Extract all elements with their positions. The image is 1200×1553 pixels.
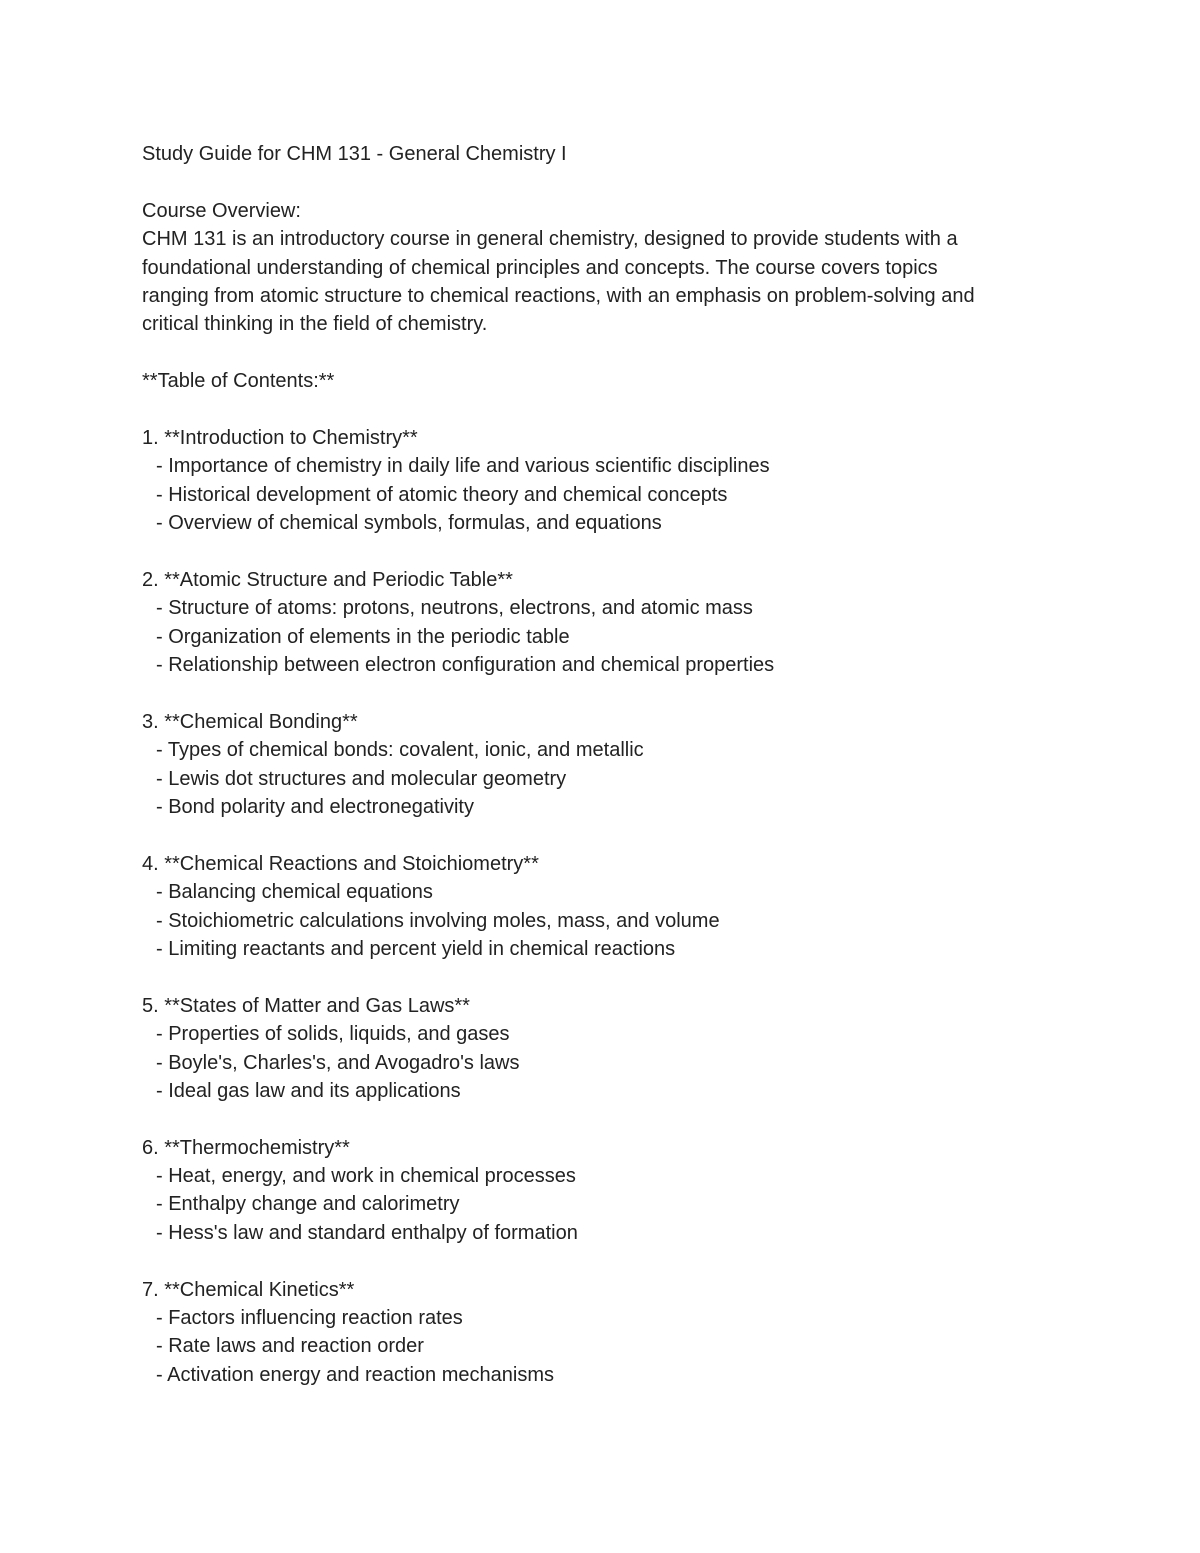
section-item: - Enthalpy change and calorimetry bbox=[156, 1193, 460, 1216]
section-item: - Relationship between electron configuration and chemical properties bbox=[156, 654, 775, 677]
section-item: - Heat, energy, and work in chemical processes bbox=[156, 1165, 576, 1188]
toc-section bbox=[142, 850, 1062, 964]
section-heading: 1. **Introduction to Chemistry** bbox=[142, 426, 418, 449]
overview-line: CHM 131 is an introductory course in general chemistry, designed to provide students with a bbox=[142, 228, 958, 251]
toc-section bbox=[142, 566, 1062, 680]
section-item: - Importance of chemistry in daily life and various scientific disciplines bbox=[156, 455, 770, 478]
document-title: Study Guide for CHM 131 - General Chemistry I bbox=[142, 143, 567, 165]
toc-heading: **Table of Contents:** bbox=[142, 370, 335, 393]
section-heading: 2. **Atomic Structure and Periodic Table** bbox=[142, 568, 513, 591]
section-heading: 6. **Thermochemistry** bbox=[142, 1136, 350, 1159]
section-item: - Stoichiometric calculations involving moles, mass, and volume bbox=[156, 909, 720, 932]
spacer bbox=[142, 1105, 1062, 1133]
spacer bbox=[142, 821, 1062, 849]
section-item: - Types of chemical bonds: covalent, ionic, and metallic bbox=[156, 739, 644, 762]
section-item: - Structure of atoms: protons, neutrons, electrons, and atomic mass bbox=[156, 597, 753, 620]
section-item: - Rate laws and reaction order bbox=[156, 1335, 424, 1358]
section-item: - Ideal gas law and its applications bbox=[156, 1079, 461, 1102]
spacer bbox=[142, 396, 1062, 424]
section-heading: 4. **Chemical Reactions and Stoichiometry** bbox=[142, 852, 539, 875]
toc-section bbox=[142, 424, 1062, 538]
section-item: - Properties of solids, liquids, and gases bbox=[156, 1023, 510, 1046]
toc-section bbox=[142, 708, 1062, 822]
overview-line: critical thinking in the field of chemistry. bbox=[142, 313, 488, 336]
section-heading: 3. **Chemical Bonding** bbox=[142, 710, 358, 733]
spacer bbox=[142, 537, 1062, 565]
section-item: - Boyle's, Charles's, and Avogadro's laws bbox=[156, 1051, 520, 1074]
section-item: - Activation energy and reaction mechanisms bbox=[156, 1363, 554, 1386]
toc-section bbox=[142, 1276, 1062, 1390]
spacer bbox=[142, 963, 1062, 991]
spacer bbox=[142, 1247, 1062, 1275]
document-body bbox=[142, 140, 1062, 1389]
toc-section bbox=[142, 1134, 1062, 1248]
section-item: - Limiting reactants and percent yield in chemical reactions bbox=[156, 937, 676, 960]
section-item: - Factors influencing reaction rates bbox=[156, 1307, 463, 1330]
section-item: - Organization of elements in the periodic table bbox=[156, 625, 570, 648]
overview-line: foundational understanding of chemical principles and concepts. The course covers topics bbox=[142, 256, 938, 279]
toc-section bbox=[142, 992, 1062, 1106]
overview-heading: Course Overview: bbox=[142, 199, 301, 222]
overview-line: ranging from atomic structure to chemical reactions, with an emphasis on problem-solving and bbox=[142, 284, 975, 307]
section-heading: 7. **Chemical Kinetics** bbox=[142, 1278, 355, 1301]
section-item: - Bond polarity and electronegativity bbox=[156, 795, 474, 818]
spacer bbox=[142, 168, 1062, 196]
section-item: - Hess's law and standard enthalpy of formation bbox=[156, 1221, 578, 1244]
section-item: - Lewis dot structures and molecular geometry bbox=[156, 767, 567, 790]
section-item: - Balancing chemical equations bbox=[156, 881, 433, 904]
section-item: - Overview of chemical symbols, formulas, and equations bbox=[156, 512, 662, 535]
section-item: - Historical development of atomic theory and chemical concepts bbox=[156, 483, 728, 506]
spacer bbox=[142, 679, 1062, 707]
section-heading: 5. **States of Matter and Gas Laws** bbox=[142, 994, 470, 1017]
spacer bbox=[142, 339, 1062, 367]
